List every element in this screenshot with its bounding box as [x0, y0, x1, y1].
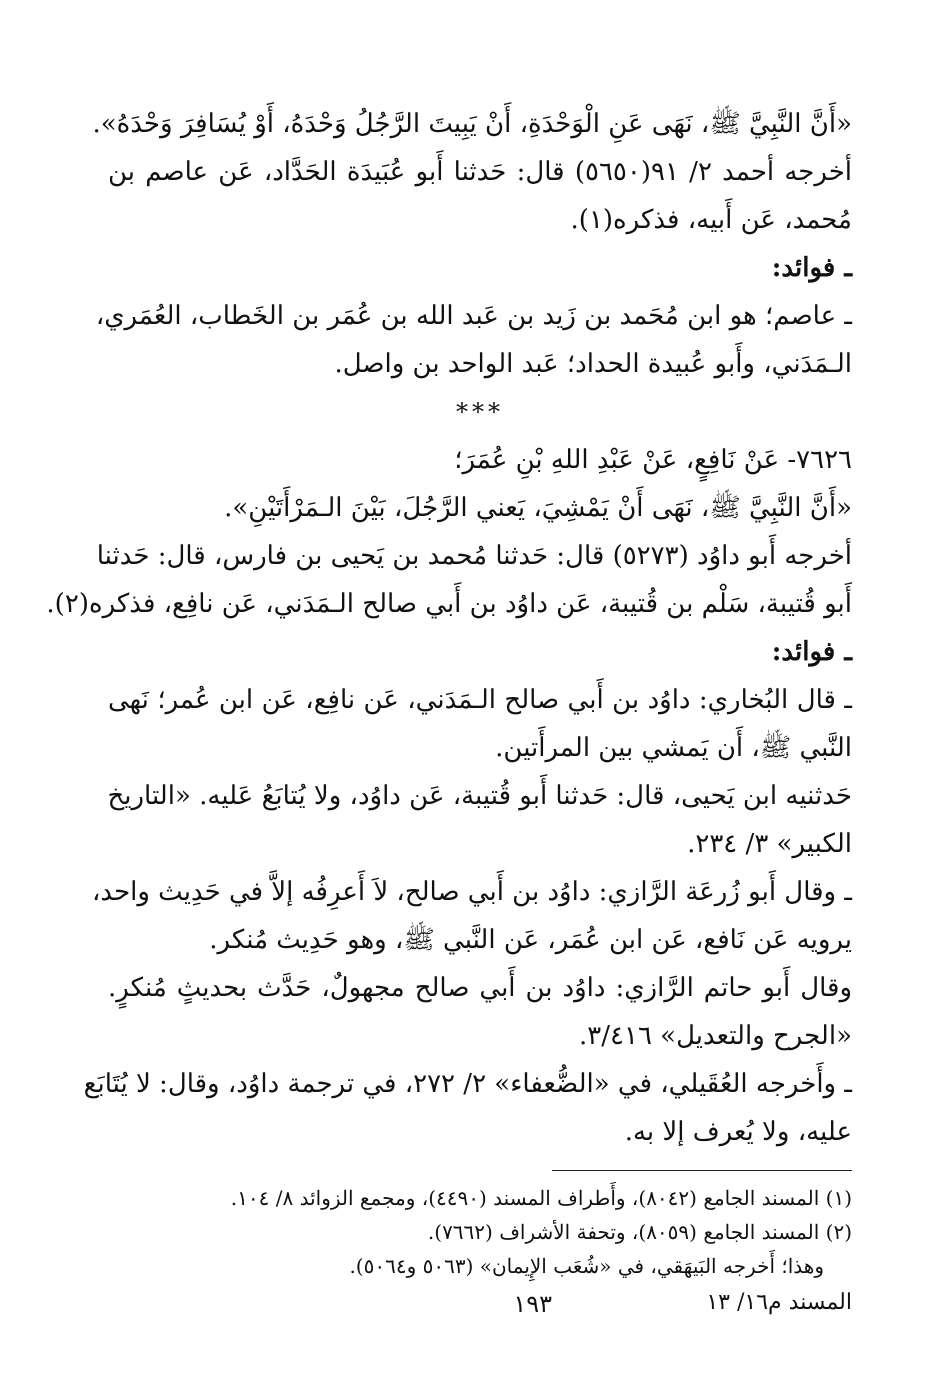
section-heading: ـ فوائد:	[771, 637, 852, 667]
document-page	[46, 100, 852, 1283]
text-line: مُحمد، عَن أَبيه، فذكره(١).	[570, 205, 852, 235]
text-line: النَّبي ﷺ، أَن يَمشي بين المرأَتين.	[495, 733, 852, 763]
text-line: أخرجه أَبو داوُد (٥٢٧٣) قال: حَدثنا مُحمد بن يَحيى بن فارس، قال: حَدثنا	[96, 541, 852, 571]
text-line: ٧٦٢٦- عَنْ نَافِعٍ، عَنْ عَبْدِ اللهِ بْنِ عُمَرَ؛	[454, 445, 852, 475]
footnote: وهذا؛ أَخرجه البَيهَقي، في «شُعَب الإِيمان» (٥٠٦٣ و٥٠٦٤).	[349, 1254, 824, 1278]
section-separator: ***	[456, 398, 504, 426]
folio-signature: المسند م١٦/ ١٣	[706, 1290, 852, 1315]
section-heading: ـ فوائد:	[771, 253, 852, 283]
text-line: أخرجه أحمد ٢/ ٩١(٥٦٥٠) قال: حَدثنا أَبو عُبَيدَة الحَدَّاد، عَن عاصم بن	[108, 157, 852, 187]
footnote-divider	[552, 1170, 852, 1171]
text-line: ـ وأَخرجه العُقَيلي، في «الضُّعفاء» ٢/ ٢٧٢، في ترجمة داوُد، وقال: لا يُتَابَع	[83, 1069, 852, 1099]
text-line: حَدثنيه ابن يَحيى، قال: حَدثنا أَبو قُتيبة، عَن داوُد، ولا يُتابَعُ عَليه. «التاريخ	[107, 781, 852, 811]
text-line: ـ وقال أَبو زُرعَة الرَّازي: داوُد بن أَبي صالح، لاَ أَعرِفُه إلاَّ في حَدِيث واحد،	[92, 877, 852, 907]
text-line: ـ قال البُخاري: داوُد بن أَبي صالح الـمَدَني، عَن نافِع، عَن ابن عُمر؛ نَهى	[108, 685, 852, 715]
page-footer	[108, 1290, 852, 1326]
text-line: الـمَدَني، وأَبو عُبيدة الحداد؛ عَبد الواحد بن واصل.	[334, 349, 852, 379]
text-line: «الجرح والتعديل» ٣/٤١٦.	[579, 1021, 852, 1051]
footnotes	[108, 1181, 852, 1283]
text-line: وقال أَبو حاتم الرَّازي: داوُد بن أَبي صالح مجهولٌ، حَدَّث بحديثٍ مُنكرٍ.	[108, 973, 852, 1003]
text-line: أَبو قُتيبة، سَلْم بن قُتيبة، عَن داوُد بن أَبي صالح الـمَدَني، عَن نافِع، فذكره(٢).	[46, 589, 852, 619]
footnote: (٢) المسند الجامع (٨٠٥٩)، وتحفة الأشراف (٧٦٦٢).	[427, 1220, 852, 1244]
page-number: ١٩٣	[513, 1290, 552, 1318]
body-text	[46, 100, 852, 1156]
text-line: «أَنَّ النَّبِيَّ ﷺ، نَهَى عَنِ الْوَحْدَةِ، أَنْ يَبِيتَ الرَّجُلُ وَحْدَهُ، أَوْ يُسَافِرَ وَحْدَهُ».	[92, 109, 852, 139]
text-line: ـ عاصم؛ هو ابن مُحَمد بن زَيد بن عَبد الله بن عُمَر بن الخَطاب، العُمَري،	[95, 301, 852, 331]
text-line: عليه، ولا يُعرف إلا به.	[624, 1117, 852, 1147]
footnote: (١) المسند الجامع (٨٠٤٢)، وأَطراف المسند (٤٤٩٠)، ومجمع الزوائد ٨/ ١٠٤.	[230, 1186, 852, 1210]
text-line: يرويه عَن نَافع، عَن ابن عُمَر، عَن النَّبي ﷺ، وهو حَدِيث مُنكر.	[209, 925, 852, 955]
text-line: «أَنَّ النَّبِيَّ ﷺ، نَهَى أَنْ يَمْشِيَ، يَعني الرَّجُلَ، بَيْنَ الـمَرْأَتَيْنِ».	[224, 493, 852, 523]
text-line: الكبير» ٣/ ٢٣٤.	[687, 829, 852, 859]
